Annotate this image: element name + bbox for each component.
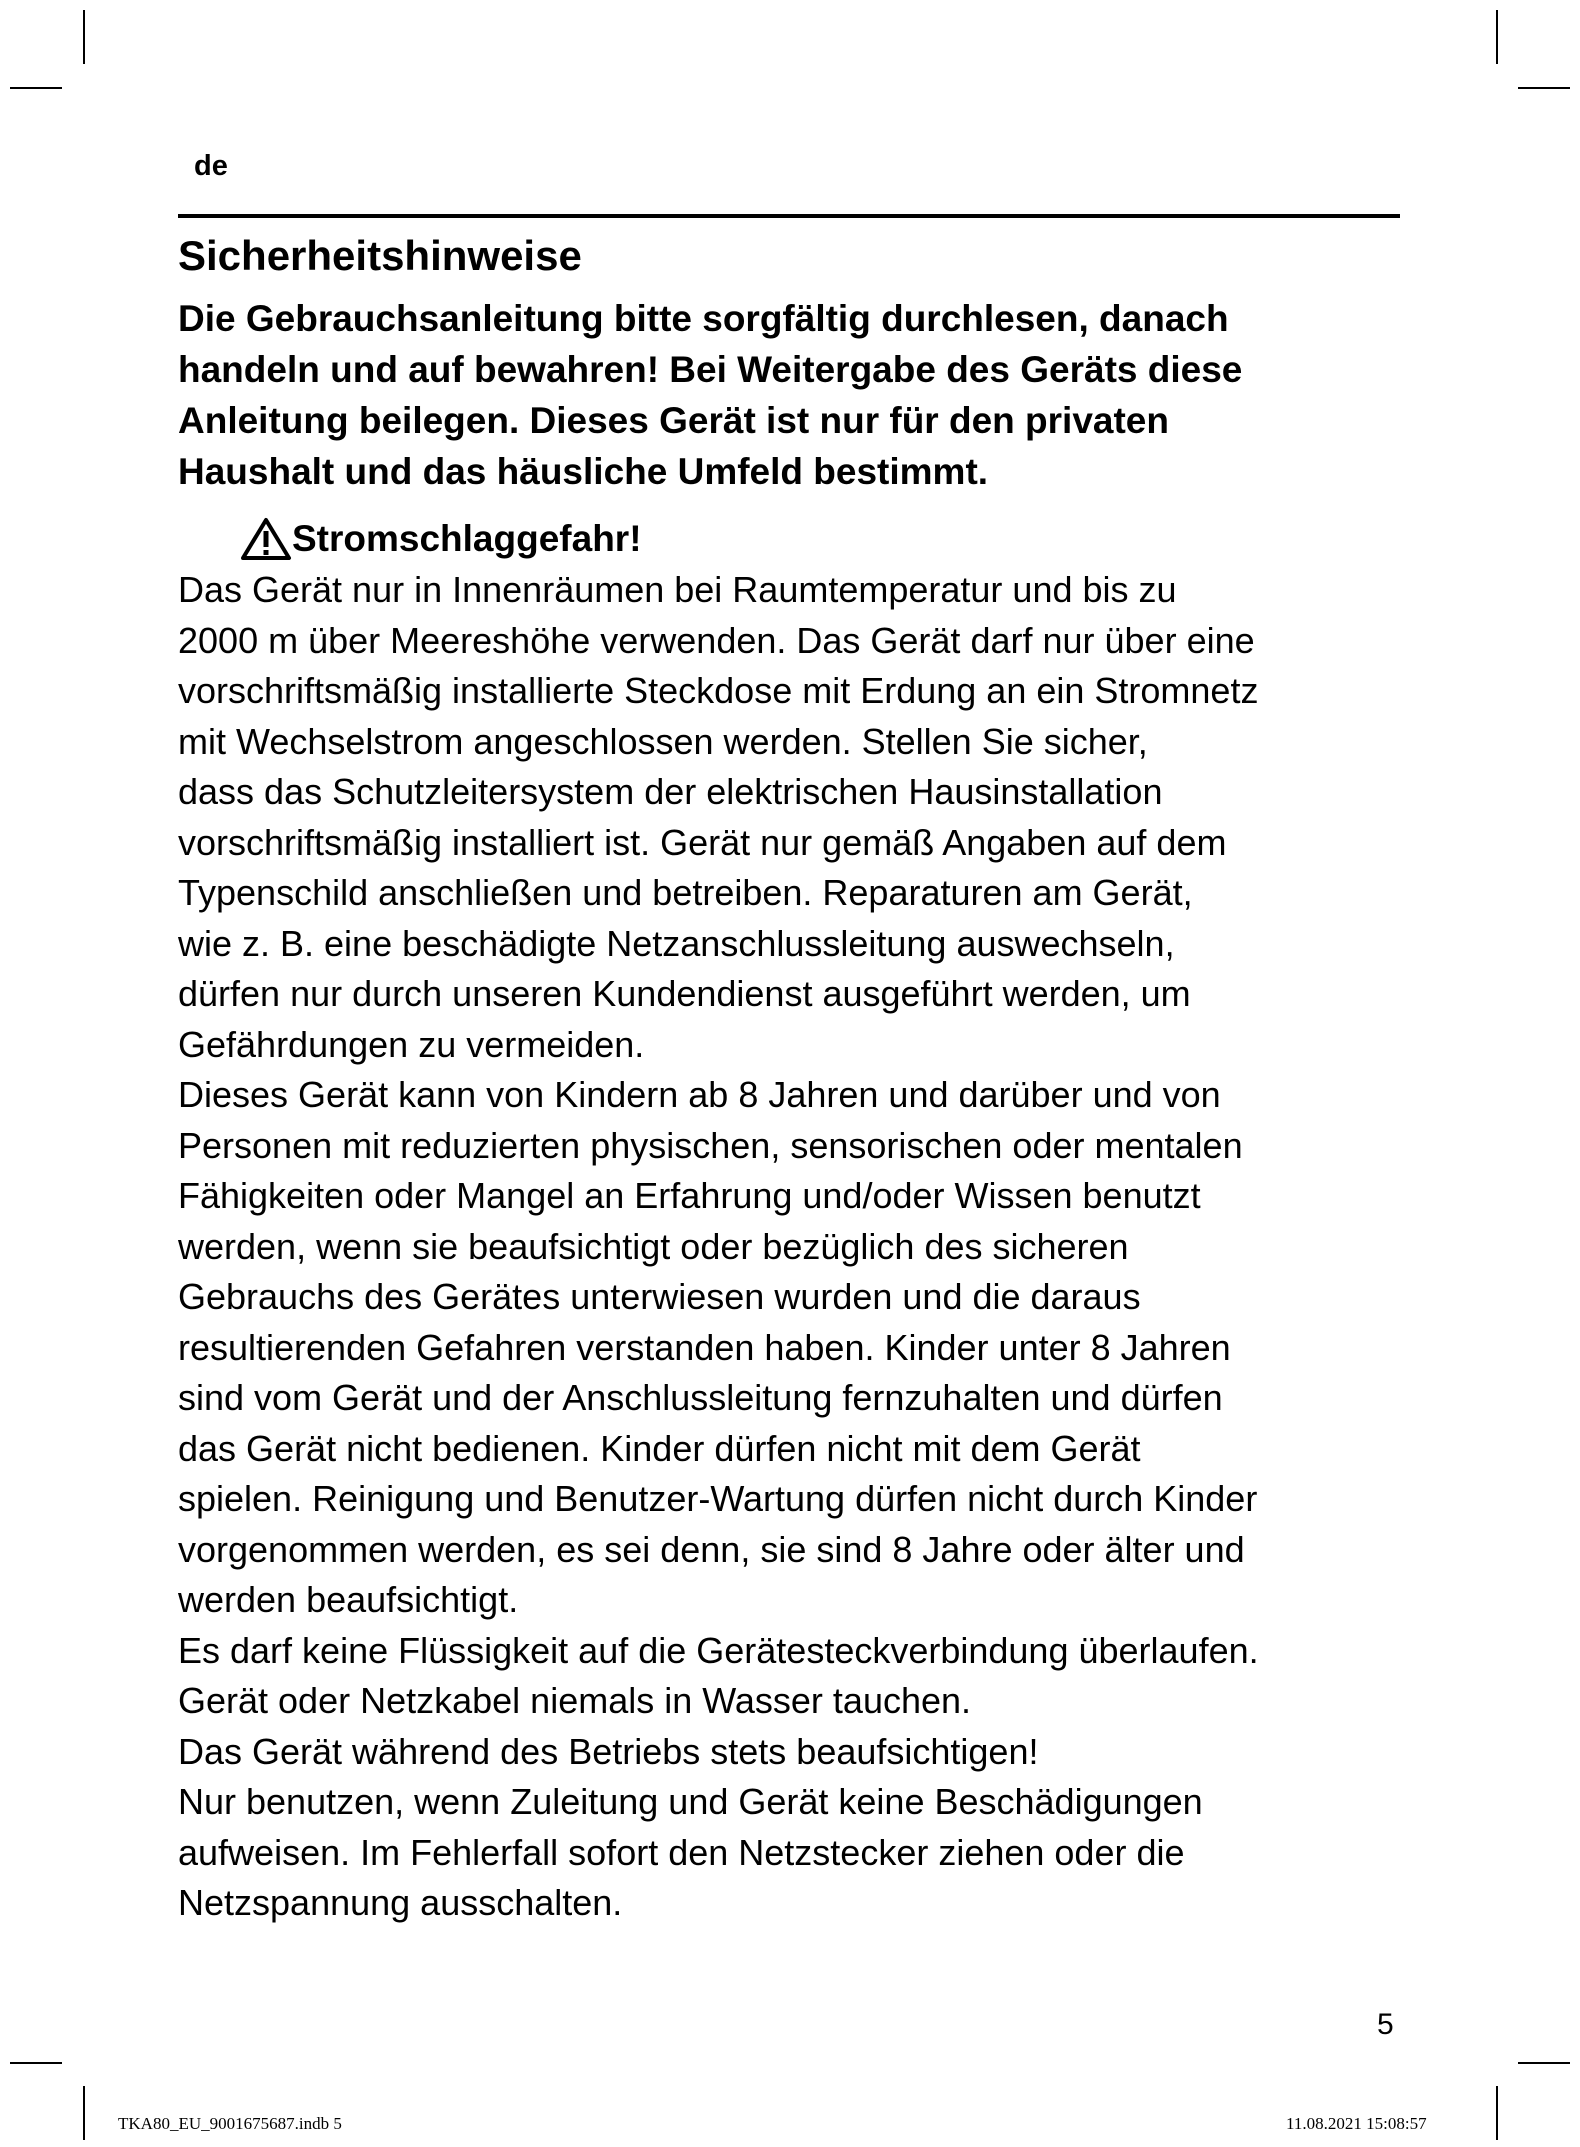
body-line: spielen. Reinigung und Benutzer-Wartung dürfen nicht durch Kinder [178,1478,1258,1519]
body-line: sind vom Gerät und der Anschlussleitung fernzuhalten und dürfen [178,1377,1223,1418]
intro-paragraph [178,293,1418,497]
safety-text [178,565,1418,1929]
page-content [178,228,1418,1929]
language-label: de [194,150,228,182]
crop-mark-bottom-right-vertical [1496,2086,1498,2140]
file-slug: TKA80_EU_9001675687.indb 5 [118,2114,342,2133]
crop-mark-top-right-vertical [1496,10,1498,64]
body-line: Typenschild anschließen und betreiben. Reparaturen am Gerät, [178,872,1193,913]
body-line: vorschriftsmäßig installiert ist. Gerät nur gemäß Angaben auf dem [178,821,1227,863]
warning-triangle-icon [240,517,292,561]
body-line: Das Gerät nur in Innenräumen bei Raumtemperatur und bis zu [178,569,1177,610]
crop-mark-bottom-right-horizontal [1518,2062,1570,2064]
section-rule [178,214,1400,218]
intro-line: Die Gebrauchsanleitung bitte sorgfältig durchlesen, danach [178,298,1229,339]
body-line: Es darf keine Flüssigkeit auf die Gerätesteckverbindung überlaufen. [178,1629,1259,1671]
body-line: Dieses Gerät kann von Kindern ab 8 Jahren und darüber und von [178,1074,1221,1115]
body-line: dass das Schutzleitersystem der elektrischen Hausinstallation [178,771,1163,812]
body-line: wie z. B. eine beschädigte Netzanschlussleitung auswechseln, [178,922,1175,964]
crop-mark-bottom-left-horizontal [10,2062,62,2064]
body-line: das Gerät nicht bedienen. Kinder dürfen nicht mit dem Gerät [178,1427,1141,1469]
body-line: Das Gerät während des Betriebs stets beaufsichtigen! [178,1730,1039,1772]
body-line: Gebrauchs des Gerätes unterwiesen wurden und die daraus [178,1276,1141,1317]
body-line: 2000 m über Meereshöhe verwenden. Das Gerät darf nur über eine [178,619,1255,661]
body-line: werden, wenn sie beaufsichtigt oder bezüglich des sicheren [178,1225,1129,1267]
crop-mark-top-left-vertical [83,10,85,64]
intro-line: Haushalt und das häusliche Umfeld bestimmt. [178,451,989,492]
page-number: 5 [1377,2008,1394,2041]
body-line: Gefährdungen zu vermeiden. [178,1023,645,1065]
body-line: Netzspannung ausschalten. [178,1882,623,1923]
body-line: resultierenden Gefahren verstanden haben. Kinder unter 8 Jahren [178,1326,1231,1368]
section-title: Sicherheitshinweise [178,232,582,279]
body-line: vorschriftsmäßig installierte Steckdose mit Erdung an ein Stromnetz [178,670,1259,711]
body-line: mit Wechselstrom angeschlossen werden. Stellen Sie sicher, [178,720,1148,762]
crop-mark-bottom-left-vertical [83,2086,85,2140]
body-line: dürfen nur durch unseren Kundendienst ausgeführt werden, um [178,973,1191,1014]
body-line: Gerät oder Netzkabel niemals in Wasser tauchen. [178,1680,972,1721]
body-line: Nur benutzen, wenn Zuleitung und Gerät keine Beschädigungen [178,1781,1203,1822]
intro-line: handeln und auf bewahren! Bei Weitergabe des Geräts diese [178,349,1243,390]
crop-mark-top-right-horizontal [1518,87,1570,89]
body-line: werden beaufsichtigt. [178,1579,519,1620]
body-line: vorgenommen werden, es sei denn, sie sind 8 Jahre oder älter und [178,1528,1245,1570]
intro-line: Anleitung beilegen. Dieses Gerät ist nur für den privaten [178,400,1169,441]
print-timestamp: 11.08.2021 15:08:57 [1286,2114,1427,2133]
body-line: Personen mit reduzierten physischen, sensorischen oder mentalen [178,1124,1243,1166]
body-line: aufweisen. Im Fehlerfall sofort den Netzstecker ziehen oder die [178,1831,1185,1873]
crop-mark-top-left-horizontal [10,87,62,89]
warning-heading [240,513,1418,565]
warning-label: Stromschlaggefahr! [292,518,642,559]
body-line: Fähigkeiten oder Mangel an Erfahrung und/oder Wissen benutzt [178,1175,1201,1216]
